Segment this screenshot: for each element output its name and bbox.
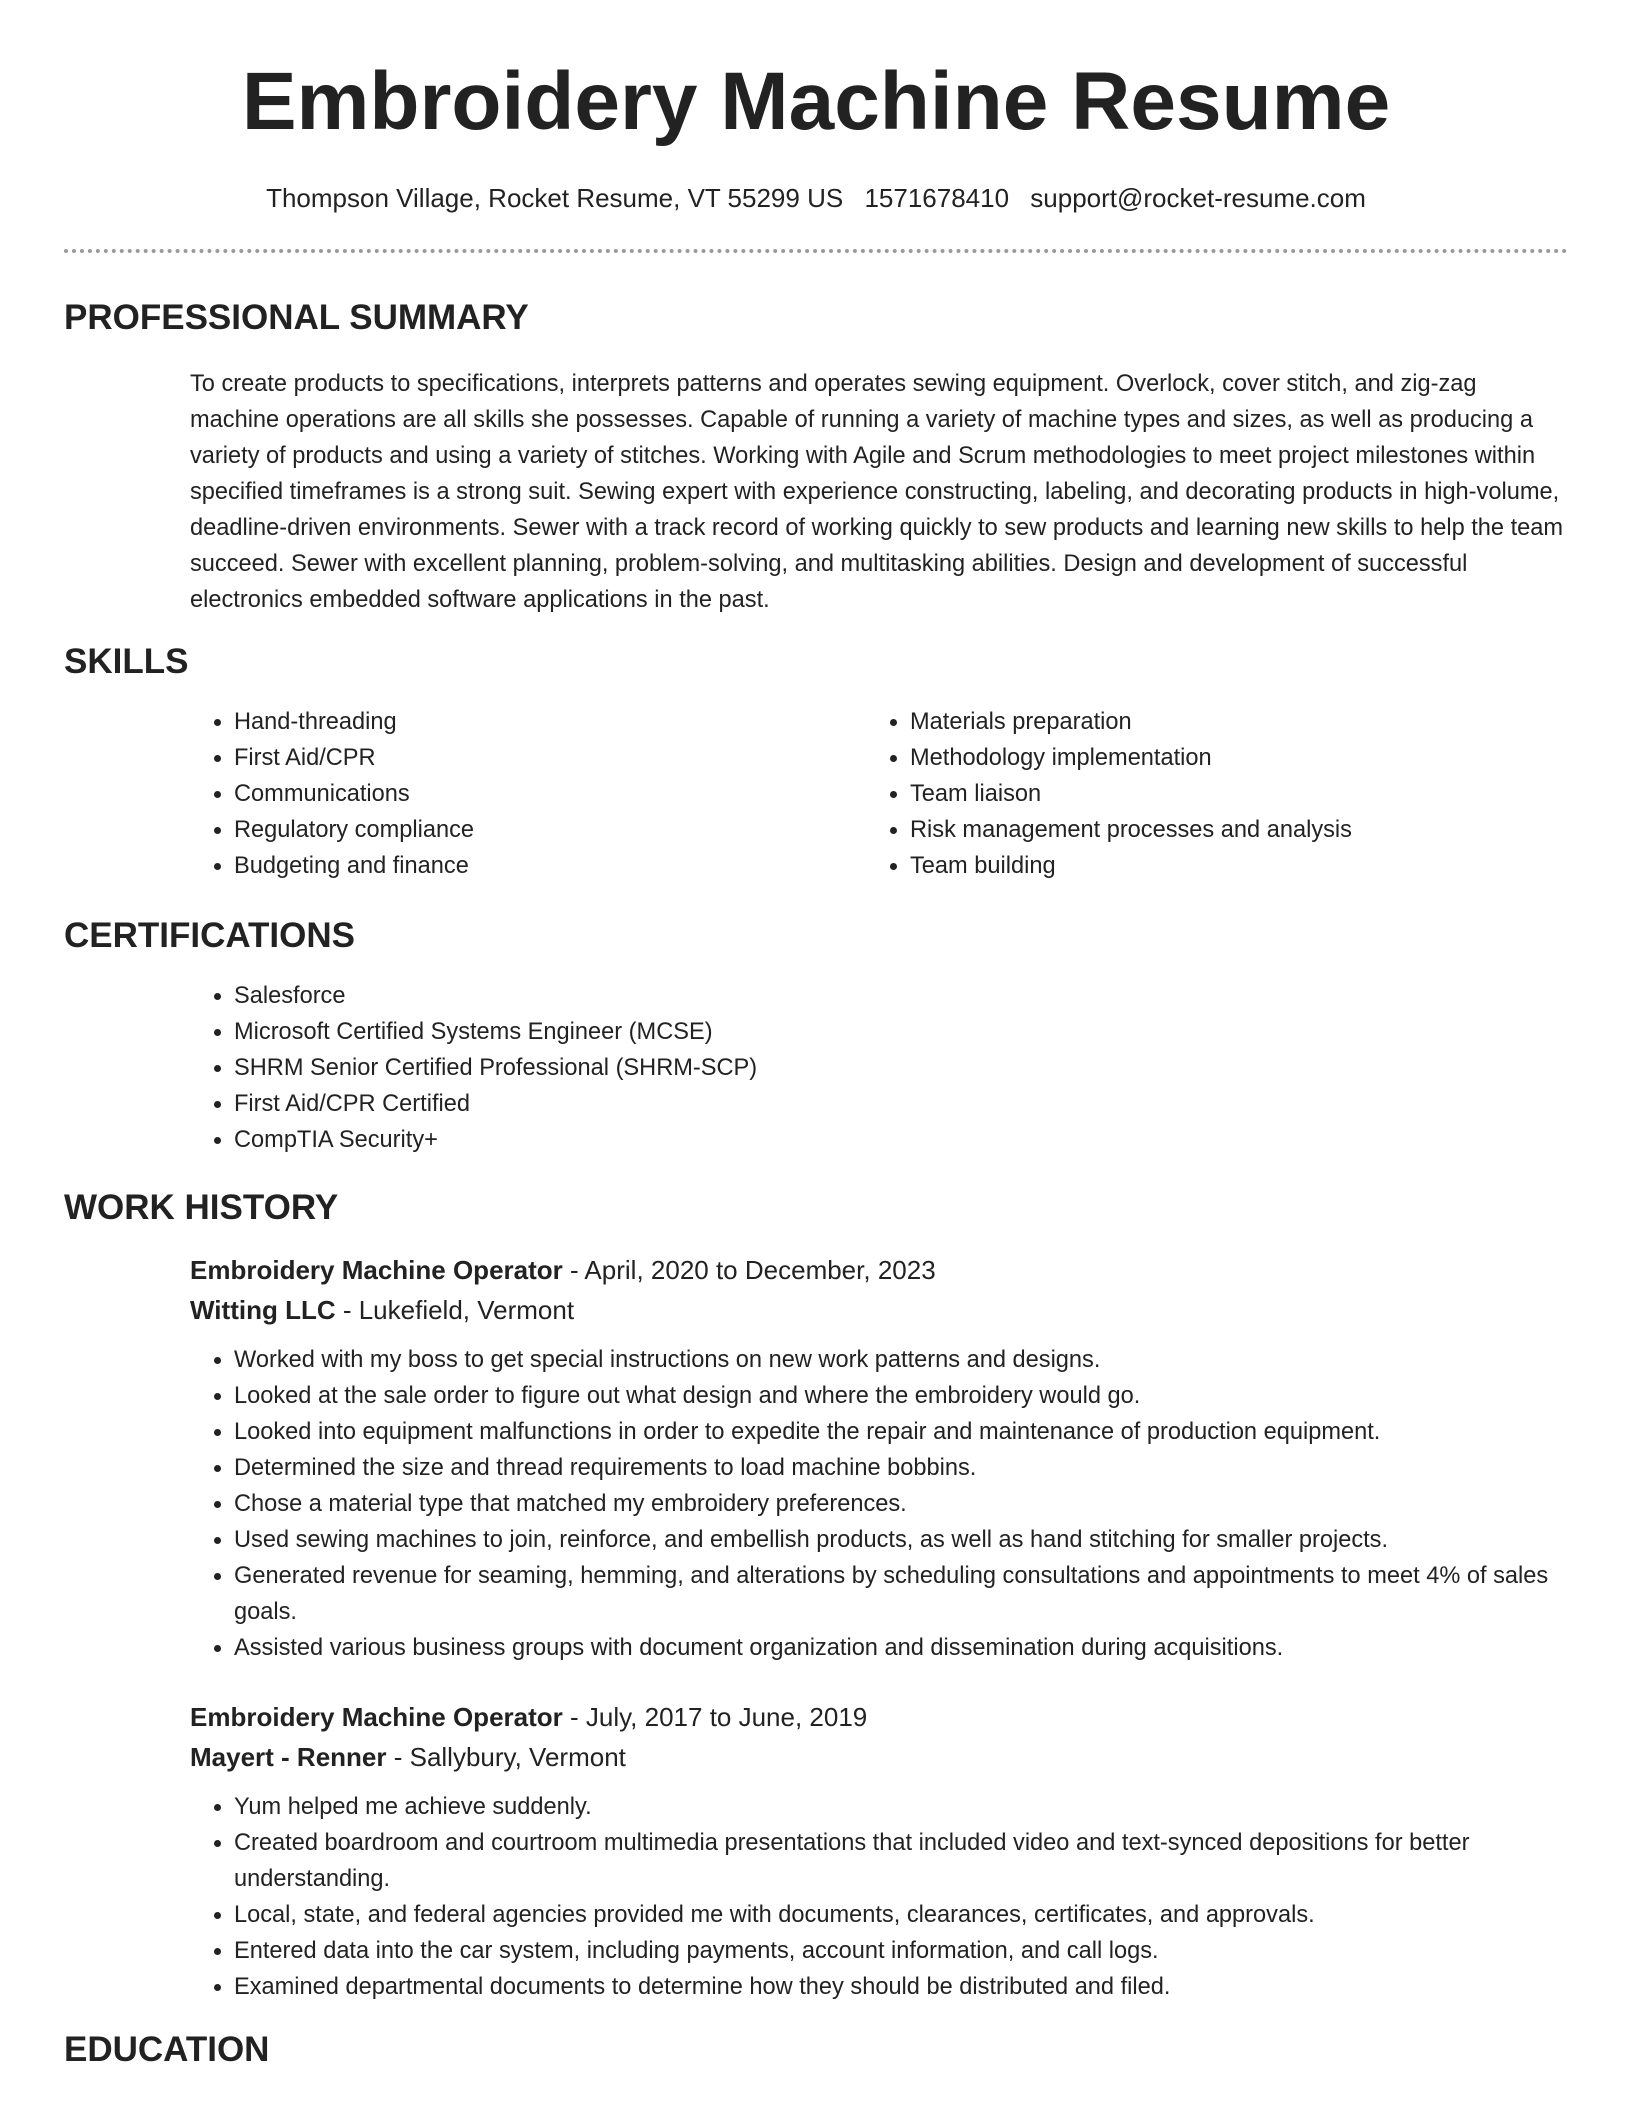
job-title-line bbox=[190, 1697, 1570, 1737]
job-duty: • Local, state, and federal agencies provided me with documents, clearances, certificates, and approvals. bbox=[234, 1897, 1570, 1933]
job-duty: • Looked into equipment malfunctions in order to expedite the repair and maintenance of production equipment. bbox=[234, 1414, 1570, 1450]
job-title-line bbox=[190, 1250, 1570, 1290]
job-duty: • Looked at the sale order to figure out what design and where the embroidery would go. bbox=[234, 1378, 1570, 1414]
header-divider bbox=[64, 249, 1568, 253]
skill-item: • Risk management processes and analysis bbox=[910, 812, 1610, 848]
job-location: - Lukefield, Vermont bbox=[335, 1295, 575, 1325]
job-duty: • Assisted various business groups with document organization and dissemination during acquisitions. bbox=[234, 1630, 1570, 1666]
skills-list-left bbox=[190, 704, 854, 884]
skill-item: • Materials preparation bbox=[910, 704, 1610, 740]
contact-phone: 1571678410 bbox=[864, 183, 1010, 213]
certifications-heading: CERTIFICATIONS bbox=[64, 916, 356, 955]
job-duties-list bbox=[190, 1789, 1570, 2005]
contact-address: Thompson Village, Rocket Resume, VT 55299 US bbox=[266, 183, 844, 213]
job-duty: • Examined departmental documents to determine how they should be distributed and filed. bbox=[234, 1969, 1570, 2005]
job-duty: • Used sewing machines to join, reinforce, and embellish products, as well as hand stitching for smaller projects. bbox=[234, 1522, 1570, 1558]
skill-item: • Communications bbox=[234, 776, 854, 812]
skill-item: • Team liaison bbox=[910, 776, 1610, 812]
job-company: Witting LLC bbox=[190, 1295, 336, 1325]
job-duty: • Entered data into the car system, including payments, account information, and call logs. bbox=[234, 1933, 1570, 1969]
contact-email: support@rocket-resume.com bbox=[1030, 183, 1366, 213]
summary-heading: PROFESSIONAL SUMMARY bbox=[64, 298, 529, 337]
job-dates: - July, 2017 to June, 2019 bbox=[562, 1702, 868, 1732]
skills-heading: SKILLS bbox=[64, 642, 189, 681]
job-entry bbox=[190, 1250, 1570, 1666]
skill-item: • Budgeting and finance bbox=[234, 848, 854, 884]
skill-item: • Hand-threading bbox=[234, 704, 854, 740]
certification-item: • Microsoft Certified Systems Engineer (MCSE) bbox=[234, 1014, 1614, 1050]
work-history-heading: WORK HISTORY bbox=[64, 1188, 339, 1227]
certifications-list bbox=[190, 978, 1614, 1158]
skills-list-right bbox=[866, 704, 1610, 884]
job-duty: • Determined the size and thread requirements to load machine bobbins. bbox=[234, 1450, 1570, 1486]
education-heading: EDUCATION bbox=[64, 2030, 270, 2069]
resume-title: Embroidery Machine Resume bbox=[241, 56, 1391, 147]
certification-item: • First Aid/CPR Certified bbox=[234, 1086, 1614, 1122]
summary-text: To create products to specifications, interprets patterns and operates sewing equipment. Overlock, cover stitch, and zig-zag machine operations are all skills she possesses. Capable of running a variety of machine types and sizes, as well as producing a variety of products and using a variety of stitches. Working with Agile and Scrum methodologies to meet project milestones within specified timeframes is a strong suit. Sewing expert with experience constructing, labeling, and decorating products in high-volume, deadline-driven environments. Sewer with a track record of working quickly to sew products and learning new skills to help the team succeed. Sewer with excellent planning, problem-solving, and multitasking abilities. Design and development of successful electronics embedded software applications in the past. bbox=[190, 371, 1564, 613]
skill-item: • Regulatory compliance bbox=[234, 812, 854, 848]
job-duties-list bbox=[190, 1342, 1570, 1666]
job-entry bbox=[190, 1697, 1570, 2005]
job-company: Mayert - Renner bbox=[190, 1742, 387, 1772]
skill-item: • Team building bbox=[910, 848, 1610, 884]
job-duty: • Chose a material type that matched my embroidery preferences. bbox=[234, 1486, 1570, 1522]
skill-item: • Methodology implementation bbox=[910, 740, 1610, 776]
job-location: - Sallybury, Vermont bbox=[386, 1742, 626, 1772]
skill-item: • First Aid/CPR bbox=[234, 740, 854, 776]
certification-item: • SHRM Senior Certified Professional (SHRM-SCP) bbox=[234, 1050, 1614, 1086]
job-position: Embroidery Machine Operator bbox=[190, 1255, 563, 1285]
job-company-line bbox=[190, 1737, 1570, 1777]
job-duty: • Created boardroom and courtroom multimedia presentations that included video and text-synced depositions for better understanding. bbox=[234, 1825, 1570, 1897]
job-company-line bbox=[190, 1290, 1570, 1330]
job-dates: - April, 2020 to December, 2023 bbox=[562, 1255, 936, 1285]
job-duty: • Worked with my boss to get special instructions on new work patterns and designs. bbox=[234, 1342, 1570, 1378]
certification-item: • Salesforce bbox=[234, 978, 1614, 1014]
job-duty: • Generated revenue for seaming, hemming, and alterations by scheduling consultations and appointments to meet 4% of sales goals. bbox=[234, 1558, 1570, 1630]
contact-line bbox=[0, 180, 1632, 216]
job-position: Embroidery Machine Operator bbox=[190, 1702, 563, 1732]
certification-item: • CompTIA Security+ bbox=[234, 1122, 1614, 1158]
job-duty: • Yum helped me achieve suddenly. bbox=[234, 1789, 1570, 1825]
